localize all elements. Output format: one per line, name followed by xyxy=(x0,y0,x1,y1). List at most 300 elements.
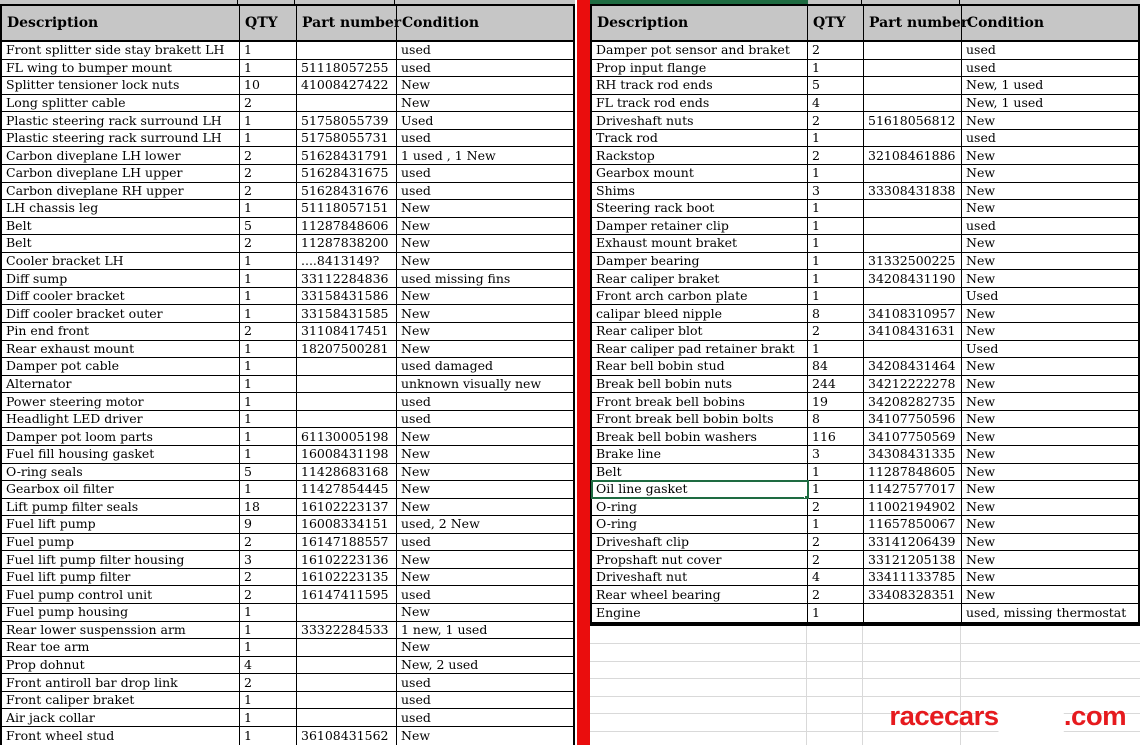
table-cell[interactable]: Gearbox oil filter xyxy=(2,481,240,498)
table-cell[interactable]: 10 xyxy=(240,77,297,94)
table-cell[interactable]: Alternator xyxy=(2,376,240,393)
table-cell[interactable]: 33158431586 xyxy=(297,288,397,305)
table-cell[interactable]: 1 xyxy=(240,639,297,656)
table-cell[interactable]: Plastic steering rack surround LH xyxy=(2,112,240,129)
table-cell[interactable]: 2 xyxy=(240,165,297,182)
table-cell[interactable]: 2 xyxy=(240,674,297,691)
table-cell[interactable]: 2 xyxy=(240,586,297,603)
table-cell[interactable]: Damper pot cable xyxy=(2,358,240,375)
table-cell[interactable]: 8 xyxy=(808,411,864,428)
table-cell[interactable]: Long splitter cable xyxy=(2,95,240,112)
table-cell[interactable] xyxy=(864,130,962,147)
table-cell[interactable]: Front break bell bobins xyxy=(592,393,808,410)
table-cell[interactable]: 1 xyxy=(240,112,297,129)
table-cell[interactable]: Headlight LED driver xyxy=(2,411,240,428)
table-cell[interactable]: New xyxy=(401,305,431,321)
table-cell[interactable]: New xyxy=(966,516,996,532)
table-cell[interactable]: Carbon diveplane LH lower xyxy=(2,147,240,164)
table-cell[interactable]: 11287838200 xyxy=(297,235,397,252)
table-cell[interactable]: Splitter tensioner lock nuts xyxy=(2,77,240,94)
table-cell[interactable]: 33158431585 xyxy=(297,305,397,322)
table-cell[interactable]: New xyxy=(401,551,431,567)
table-cell[interactable]: 34107750596 xyxy=(864,411,962,428)
table-cell[interactable]: 51628431791 xyxy=(297,147,397,164)
table-cell[interactable]: LH chassis leg xyxy=(2,200,240,217)
table-cell[interactable]: 1 xyxy=(808,235,864,252)
table-cell[interactable]: calipar bleed nipple xyxy=(592,305,808,322)
table-cell[interactable]: unknown visually new xyxy=(401,375,542,391)
table-cell[interactable]: 51118057151 xyxy=(297,200,397,217)
table-cell[interactable]: Exhaust mount braket xyxy=(592,235,808,252)
table-cell[interactable]: 1 xyxy=(240,411,297,428)
table-cell[interactable]: Steering rack boot xyxy=(592,200,808,217)
table-cell[interactable] xyxy=(864,165,962,182)
table-cell[interactable]: Engine xyxy=(592,604,808,622)
table-cell[interactable]: New xyxy=(966,358,996,374)
table-cell[interactable]: Gearbox mount xyxy=(592,165,808,182)
table-cell[interactable]: New xyxy=(966,235,996,251)
table-cell[interactable]: used xyxy=(401,182,431,198)
table-cell[interactable]: Prop dohnut xyxy=(2,657,240,674)
table-cell[interactable] xyxy=(864,60,962,77)
table-cell[interactable]: New xyxy=(966,182,996,198)
table-cell[interactable]: 11427854445 xyxy=(297,481,397,498)
table-cell[interactable]: New xyxy=(966,411,996,427)
table-cell[interactable] xyxy=(297,393,397,410)
table-cell[interactable]: New xyxy=(966,375,996,391)
table-cell[interactable]: used damaged xyxy=(401,358,493,374)
table-cell[interactable]: New xyxy=(401,77,431,93)
table-cell[interactable]: 31108417451 xyxy=(297,323,397,340)
table-cell[interactable] xyxy=(297,411,397,428)
table-cell[interactable]: Power steering motor xyxy=(2,393,240,410)
table-cell[interactable]: Diff sump xyxy=(2,270,240,287)
table-cell[interactable]: 1 used , 1 New xyxy=(401,147,496,163)
table-cell[interactable]: used xyxy=(401,59,431,75)
table-cell[interactable]: 1 xyxy=(240,358,297,375)
table-cell[interactable]: used xyxy=(966,130,996,146)
table-cell[interactable]: 2 xyxy=(808,112,864,129)
table-cell[interactable]: 1 xyxy=(240,622,297,639)
table-cell[interactable] xyxy=(864,218,962,235)
table-cell[interactable]: 11428683168 xyxy=(297,464,397,481)
table-cell[interactable]: Fuel pump housing xyxy=(2,604,240,621)
table-cell[interactable]: Front arch carbon plate xyxy=(592,288,808,305)
table-cell[interactable]: Used xyxy=(966,288,999,304)
table-cell[interactable]: 34108310957 xyxy=(864,305,962,322)
table-cell[interactable]: Front splitter side stay brakett LH xyxy=(2,42,240,59)
table-cell[interactable]: 51618056812 xyxy=(864,112,962,129)
table-cell[interactable]: Belt xyxy=(2,218,240,235)
table-cell[interactable]: FL wing to bumper mount xyxy=(2,60,240,77)
table-cell[interactable]: 1 xyxy=(808,253,864,270)
table-cell[interactable]: New xyxy=(401,340,431,356)
table-cell[interactable]: Belt xyxy=(592,464,808,481)
table-cell[interactable]: Shims xyxy=(592,183,808,200)
table-cell[interactable]: 2 xyxy=(240,323,297,340)
table-cell[interactable]: Rear bell bobin stud xyxy=(592,358,808,375)
table-cell[interactable]: New xyxy=(966,586,996,602)
table-cell[interactable]: O-ring xyxy=(592,499,808,516)
table-cell[interactable]: Rear wheel bearing xyxy=(592,586,808,603)
table-cell[interactable]: 1 xyxy=(240,253,297,270)
table-cell[interactable]: 34107750569 xyxy=(864,428,962,445)
table-cell[interactable]: Carbon diveplane RH upper xyxy=(2,183,240,200)
table-cell[interactable]: 1 xyxy=(808,604,864,622)
table-cell[interactable]: used xyxy=(966,217,996,233)
table-cell[interactable]: 1 xyxy=(240,200,297,217)
table-cell[interactable]: New xyxy=(401,94,431,110)
table-cell[interactable]: 2 xyxy=(240,235,297,252)
table-cell[interactable]: Break bell bobin nuts xyxy=(592,376,808,393)
table-cell[interactable]: New xyxy=(401,217,431,233)
table-cell[interactable]: 1 xyxy=(808,165,864,182)
table-cell[interactable]: 36108431562 xyxy=(297,727,397,745)
table-cell[interactable]: 31332500225 xyxy=(864,253,962,270)
table-cell[interactable]: 16147411595 xyxy=(297,586,397,603)
table-cell[interactable]: Air jack collar xyxy=(2,709,240,726)
table-cell[interactable]: 34208431464 xyxy=(864,358,962,375)
table-cell[interactable]: used, 2 New xyxy=(401,516,480,532)
table-cell[interactable]: 1 xyxy=(808,464,864,481)
table-cell[interactable] xyxy=(864,42,962,59)
table-cell[interactable]: used xyxy=(401,411,431,427)
table-cell[interactable]: 34208282735 xyxy=(864,393,962,410)
table-cell[interactable]: Damper pot sensor and braket xyxy=(592,42,808,59)
left-header-part-number[interactable]: Part number xyxy=(297,6,397,40)
table-cell[interactable]: 11427577017 xyxy=(864,481,962,498)
table-cell[interactable]: New xyxy=(966,305,996,321)
table-cell[interactable]: 3 xyxy=(808,446,864,463)
table-cell[interactable]: Driveshaft nuts xyxy=(592,112,808,129)
table-cell[interactable]: Plastic steering rack surround LH xyxy=(2,130,240,147)
table-cell[interactable]: 1 xyxy=(240,393,297,410)
table-cell[interactable] xyxy=(297,358,397,375)
table-cell[interactable]: 1 xyxy=(240,428,297,445)
table-cell[interactable]: ....8413149? xyxy=(297,253,397,270)
table-cell[interactable]: New xyxy=(966,534,996,550)
table-cell[interactable]: 4 xyxy=(240,657,297,674)
table-cell[interactable]: used, missing thermostat xyxy=(966,604,1127,620)
table-cell[interactable]: used xyxy=(401,165,431,181)
table-cell[interactable]: New, 1 used xyxy=(966,94,1044,110)
table-cell[interactable]: O-ring seals xyxy=(2,464,240,481)
table-cell[interactable]: 32108461886 xyxy=(864,147,962,164)
table-cell[interactable]: 3 xyxy=(240,551,297,568)
table-cell[interactable]: 16008334151 xyxy=(297,516,397,533)
table-cell[interactable]: 1 xyxy=(240,288,297,305)
table-cell[interactable]: Prop input flange xyxy=(592,60,808,77)
table-cell[interactable]: used xyxy=(966,42,996,58)
table-cell[interactable]: used xyxy=(966,59,996,75)
table-cell[interactable]: New xyxy=(966,428,996,444)
table-cell[interactable]: 5 xyxy=(240,464,297,481)
right-header-description[interactable]: Description xyxy=(592,6,808,40)
table-cell[interactable]: 51628431676 xyxy=(297,183,397,200)
table-cell[interactable] xyxy=(864,288,962,305)
table-cell[interactable]: Driveshaft clip xyxy=(592,534,808,551)
table-cell[interactable]: 51628431675 xyxy=(297,165,397,182)
table-cell[interactable]: 51118057255 xyxy=(297,60,397,77)
table-cell[interactable]: 1 xyxy=(240,42,297,59)
table-cell[interactable]: Lift pump filter seals xyxy=(2,499,240,516)
table-cell[interactable]: Fuel lift pump filter housing xyxy=(2,551,240,568)
table-cell[interactable]: 11002194902 xyxy=(864,499,962,516)
table-cell[interactable]: 1 xyxy=(240,692,297,709)
table-cell[interactable]: 19 xyxy=(808,393,864,410)
table-cell[interactable]: 1 xyxy=(240,604,297,621)
table-cell[interactable]: New xyxy=(966,147,996,163)
table-cell[interactable]: 33121205138 xyxy=(864,551,962,568)
table-cell[interactable]: Rear caliper blot xyxy=(592,323,808,340)
table-cell[interactable]: used xyxy=(401,393,431,409)
table-cell[interactable]: 1 xyxy=(240,481,297,498)
table-cell[interactable]: 5 xyxy=(808,77,864,94)
table-cell[interactable]: Front caliper braket xyxy=(2,692,240,709)
table-cell[interactable]: 16102223136 xyxy=(297,551,397,568)
table-cell[interactable]: 84 xyxy=(808,358,864,375)
table-cell[interactable]: 33322284533 xyxy=(297,622,397,639)
table-cell[interactable]: Belt xyxy=(2,235,240,252)
table-cell[interactable]: Damper retainer clip xyxy=(592,218,808,235)
table-cell[interactable]: New xyxy=(966,463,996,479)
table-cell[interactable]: Propshaft nut cover xyxy=(592,551,808,568)
table-cell[interactable]: used xyxy=(401,534,431,550)
table-cell[interactable]: used xyxy=(401,674,431,690)
table-cell[interactable]: 1 xyxy=(808,218,864,235)
table-cell[interactable]: 33408328351 xyxy=(864,586,962,603)
table-cell[interactable]: 2 xyxy=(808,323,864,340)
table-cell[interactable]: Fuel lift pump xyxy=(2,516,240,533)
table-cell[interactable]: 2 xyxy=(808,586,864,603)
table-cell[interactable]: New xyxy=(401,569,431,585)
table-cell[interactable]: 4 xyxy=(808,95,864,112)
table-cell[interactable]: New, 1 used xyxy=(966,77,1044,93)
table-cell[interactable]: New xyxy=(401,481,431,497)
table-cell[interactable]: New xyxy=(401,235,431,251)
table-cell[interactable]: 11287848605 xyxy=(864,464,962,481)
table-cell[interactable]: New xyxy=(966,551,996,567)
table-cell[interactable]: Fuel fill housing gasket xyxy=(2,446,240,463)
table-cell[interactable]: 51758055739 xyxy=(297,112,397,129)
table-cell[interactable]: 18 xyxy=(240,499,297,516)
table-cell[interactable]: Diff cooler bracket xyxy=(2,288,240,305)
table-cell[interactable]: New xyxy=(966,200,996,216)
table-cell[interactable]: used xyxy=(401,709,431,725)
table-cell[interactable]: used xyxy=(401,42,431,58)
table-cell[interactable]: 2 xyxy=(808,534,864,551)
table-cell[interactable]: New xyxy=(401,253,431,269)
table-cell[interactable]: Fuel pump xyxy=(2,534,240,551)
table-cell[interactable]: 11657850067 xyxy=(864,516,962,533)
table-cell[interactable]: used xyxy=(401,692,431,708)
table-cell[interactable]: 1 xyxy=(240,376,297,393)
table-cell[interactable]: used xyxy=(401,586,431,602)
table-cell[interactable]: Used xyxy=(401,112,434,128)
table-cell[interactable]: New xyxy=(966,498,996,514)
table-cell[interactable]: 2 xyxy=(240,534,297,551)
table-cell[interactable] xyxy=(297,709,397,726)
table-cell[interactable]: 1 xyxy=(808,516,864,533)
table-cell[interactable]: 16102223135 xyxy=(297,569,397,586)
table-cell[interactable]: 2 xyxy=(240,569,297,586)
table-cell[interactable]: Fuel pump control unit xyxy=(2,586,240,603)
table-cell[interactable]: 33112284836 xyxy=(297,270,397,287)
table-cell[interactable]: 34212222278 xyxy=(864,376,962,393)
table-cell[interactable]: Front wheel stud xyxy=(2,727,240,745)
table-cell[interactable]: New xyxy=(401,446,431,462)
table-cell[interactable]: O-ring xyxy=(592,516,808,533)
table-cell[interactable]: 1 xyxy=(240,270,297,287)
table-cell[interactable]: 2 xyxy=(808,499,864,516)
table-cell[interactable]: New, 2 used xyxy=(401,656,479,672)
table-cell[interactable]: 1 xyxy=(808,130,864,147)
table-cell[interactable]: Fuel lift pump filter xyxy=(2,569,240,586)
table-cell[interactable]: 2 xyxy=(808,147,864,164)
table-cell[interactable]: 51758055731 xyxy=(297,130,397,147)
table-cell[interactable]: Break bell bobin washers xyxy=(592,428,808,445)
table-cell[interactable]: 1 xyxy=(240,130,297,147)
table-cell[interactable]: Brake line xyxy=(592,446,808,463)
table-cell[interactable] xyxy=(864,604,962,622)
table-cell[interactable]: 41008427422 xyxy=(297,77,397,94)
table-cell[interactable]: Rear caliper braket xyxy=(592,270,808,287)
left-header-qty[interactable]: QTY xyxy=(240,6,297,40)
table-cell[interactable]: 1 xyxy=(808,200,864,217)
table-cell[interactable]: Rackstop xyxy=(592,147,808,164)
table-cell[interactable]: Front break bell bobin bolts xyxy=(592,411,808,428)
table-cell[interactable]: FL track rod ends xyxy=(592,95,808,112)
table-cell[interactable]: 34108431631 xyxy=(864,323,962,340)
table-cell[interactable] xyxy=(864,95,962,112)
table-cell[interactable]: New xyxy=(966,270,996,286)
table-cell[interactable]: used missing fins xyxy=(401,270,511,286)
table-cell[interactable]: Pin end front xyxy=(2,323,240,340)
table-cell[interactable]: Front antiroll bar drop link xyxy=(2,674,240,691)
table-cell[interactable] xyxy=(864,341,962,358)
table-cell[interactable]: 1 xyxy=(808,481,864,498)
active-cell[interactable]: Oil line gasket xyxy=(592,481,808,498)
table-cell[interactable]: 2 xyxy=(808,551,864,568)
table-cell[interactable]: Damper bearing xyxy=(592,253,808,270)
table-cell[interactable]: 2 xyxy=(240,147,297,164)
table-cell[interactable]: 1 xyxy=(240,727,297,745)
table-cell[interactable] xyxy=(864,235,962,252)
table-cell[interactable]: RH track rod ends xyxy=(592,77,808,94)
table-cell[interactable] xyxy=(297,692,397,709)
table-cell[interactable]: 33411133785 xyxy=(864,569,962,586)
table-cell[interactable]: New xyxy=(401,288,431,304)
table-cell[interactable]: New xyxy=(966,481,996,497)
table-cell[interactable]: New xyxy=(966,323,996,339)
table-cell[interactable]: 4 xyxy=(808,569,864,586)
table-cell[interactable] xyxy=(297,674,397,691)
table-cell[interactable]: 5 xyxy=(240,218,297,235)
table-cell[interactable]: Damper pot loom parts xyxy=(2,428,240,445)
table-cell[interactable]: Rear exhaust mount xyxy=(2,341,240,358)
table-cell[interactable]: New xyxy=(401,604,431,620)
table-cell[interactable]: Diff cooler bracket outer xyxy=(2,305,240,322)
table-cell[interactable]: used xyxy=(401,130,431,146)
table-cell[interactable]: Rear toe arm xyxy=(2,639,240,656)
table-cell[interactable]: 1 new, 1 used xyxy=(401,621,488,637)
left-header-description[interactable]: Description xyxy=(2,6,240,40)
table-cell[interactable]: 16008431198 xyxy=(297,446,397,463)
table-cell[interactable]: Cooler bracket LH xyxy=(2,253,240,270)
left-header-condition[interactable]: Condition xyxy=(402,15,480,31)
table-cell[interactable]: New xyxy=(966,446,996,462)
table-cell[interactable]: New xyxy=(401,727,431,743)
table-cell[interactable]: 2 xyxy=(808,42,864,59)
table-cell[interactable]: 1 xyxy=(240,341,297,358)
table-cell[interactable]: New xyxy=(966,253,996,269)
table-cell[interactable]: 16147188557 xyxy=(297,534,397,551)
table-cell[interactable]: 9 xyxy=(240,516,297,533)
fill-handle[interactable] xyxy=(804,495,808,498)
table-cell[interactable] xyxy=(864,200,962,217)
table-cell[interactable] xyxy=(297,376,397,393)
table-cell[interactable]: New xyxy=(401,498,431,514)
table-cell[interactable]: Rear caliper pad retainer brakt xyxy=(592,341,808,358)
table-cell[interactable] xyxy=(297,604,397,621)
table-cell[interactable]: New xyxy=(966,393,996,409)
table-cell[interactable]: 1 xyxy=(240,446,297,463)
table-cell[interactable] xyxy=(297,657,397,674)
table-cell[interactable]: 33308431838 xyxy=(864,183,962,200)
table-cell[interactable]: Used xyxy=(966,340,999,356)
table-cell[interactable]: 244 xyxy=(808,376,864,393)
table-cell[interactable]: 61130005198 xyxy=(297,428,397,445)
table-cell[interactable]: 34308431335 xyxy=(864,446,962,463)
table-cell[interactable]: Track rod xyxy=(592,130,808,147)
table-cell[interactable]: Driveshaft nut xyxy=(592,569,808,586)
table-cell[interactable] xyxy=(864,77,962,94)
table-cell[interactable]: 16102223137 xyxy=(297,499,397,516)
table-cell[interactable]: 33141206439 xyxy=(864,534,962,551)
table-cell[interactable]: 2 xyxy=(240,183,297,200)
table-cell[interactable]: New xyxy=(401,428,431,444)
table-cell[interactable]: New xyxy=(966,112,996,128)
right-header-condition[interactable]: Condition xyxy=(967,15,1045,31)
table-cell[interactable]: New xyxy=(401,639,431,655)
table-cell[interactable]: 1 xyxy=(808,60,864,77)
table-cell[interactable]: 1 xyxy=(808,288,864,305)
right-header-part-number[interactable]: Part number xyxy=(864,6,962,40)
table-cell[interactable]: 1 xyxy=(808,341,864,358)
table-cell[interactable]: New xyxy=(966,165,996,181)
table-cell[interactable]: Carbon diveplane LH upper xyxy=(2,165,240,182)
table-cell[interactable]: Rear lower suspenssion arm xyxy=(2,622,240,639)
table-cell[interactable]: 3 xyxy=(808,183,864,200)
table-cell[interactable] xyxy=(297,95,397,112)
table-cell[interactable]: 18207500281 xyxy=(297,341,397,358)
table-cell[interactable]: 8 xyxy=(808,305,864,322)
table-cell[interactable]: 34208431190 xyxy=(864,270,962,287)
table-cell[interactable]: 1 xyxy=(240,305,297,322)
table-cell[interactable] xyxy=(297,42,397,59)
table-cell[interactable] xyxy=(297,639,397,656)
table-cell[interactable]: New xyxy=(966,569,996,585)
table-cell[interactable]: 11287848606 xyxy=(297,218,397,235)
right-header-qty[interactable]: QTY xyxy=(808,6,864,40)
table-cell[interactable]: 1 xyxy=(240,709,297,726)
table-cell[interactable]: 116 xyxy=(808,428,864,445)
table-cell[interactable]: 1 xyxy=(240,60,297,77)
table-cell[interactable]: New xyxy=(401,200,431,216)
table-cell[interactable]: 2 xyxy=(240,95,297,112)
table-cell[interactable]: New xyxy=(401,463,431,479)
table-cell[interactable]: 1 xyxy=(808,270,864,287)
